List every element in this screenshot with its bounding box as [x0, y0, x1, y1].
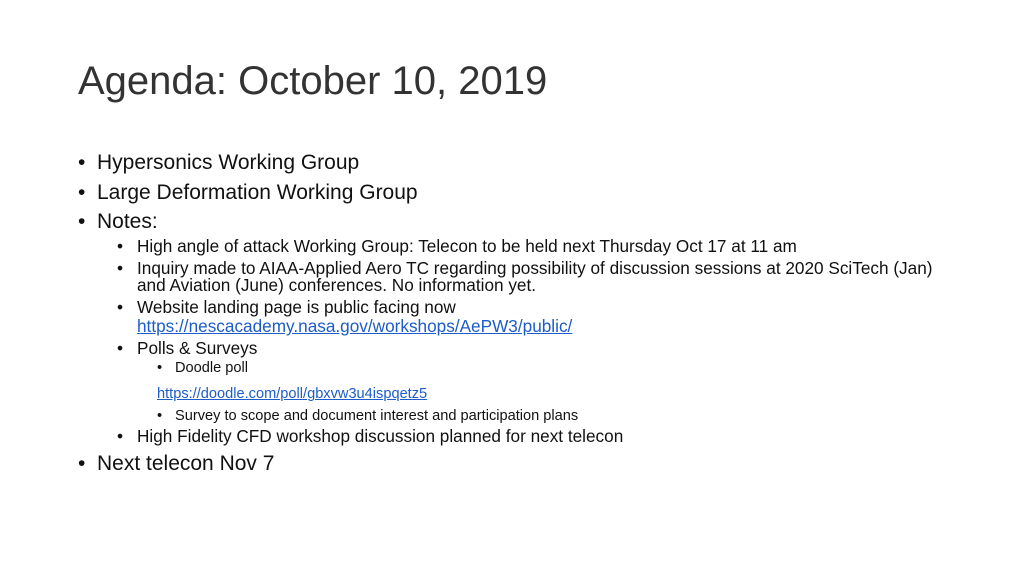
- doodle-poll-link[interactable]: https://doodle.com/poll/gbxvw3u4ispqetz5: [157, 386, 428, 403]
- agenda-item-label: Hypersonics Working Group: [97, 151, 360, 174]
- polls-list: [137, 360, 958, 376]
- agenda-item-large-deformation: [78, 182, 958, 205]
- poll-doodle: [157, 360, 958, 376]
- note-text: High Fidelity CFD workshop discussion planned for next telecon: [137, 426, 624, 447]
- notes-list: [97, 238, 958, 446]
- survey-scope-plans: [157, 408, 958, 424]
- agenda-item-notes: [78, 211, 958, 446]
- poll-text: Doodle poll: [175, 360, 249, 377]
- agenda-item-hypersonics: [78, 152, 958, 175]
- note-high-fidelity-cfd: [117, 428, 958, 446]
- note-text: Website landing page is public facing now: [137, 296, 456, 317]
- agenda-content: [78, 152, 958, 483]
- note-text: High angle of attack Working Group: Telecon to be held next Thursday Oct 17 at 11 am: [137, 236, 797, 257]
- agenda-item-label: Next telecon Nov 7: [97, 451, 275, 475]
- slide-title: Agenda: October 10, 2019: [78, 59, 548, 103]
- agenda-item-label: Large Deformation Working Group: [97, 180, 418, 204]
- agenda-item-next-telecon: [78, 453, 958, 476]
- website-link[interactable]: https://nescacademy.nasa.gov/workshops/AePW3/public/: [137, 316, 573, 337]
- note-text: Polls & Surveys: [137, 337, 258, 358]
- poll-text: Survey to scope and document interest and participation plans: [175, 408, 579, 425]
- agenda-list: [78, 152, 958, 476]
- note-website-landing-page: [117, 296, 958, 337]
- agenda-item-label: Notes:: [97, 210, 158, 234]
- note-high-angle-of-attack: [117, 238, 958, 256]
- surveys-list: [137, 408, 958, 424]
- note-aiaa-inquiry: [117, 257, 958, 296]
- note-polls-and-surveys: [117, 337, 958, 425]
- note-text: Inquiry made to AIAA-Applied Aero TC regarding possibility of discussion sessions at 2020 SciTech (Jan) and Aviation (June) conferences. No information yet.: [137, 257, 933, 296]
